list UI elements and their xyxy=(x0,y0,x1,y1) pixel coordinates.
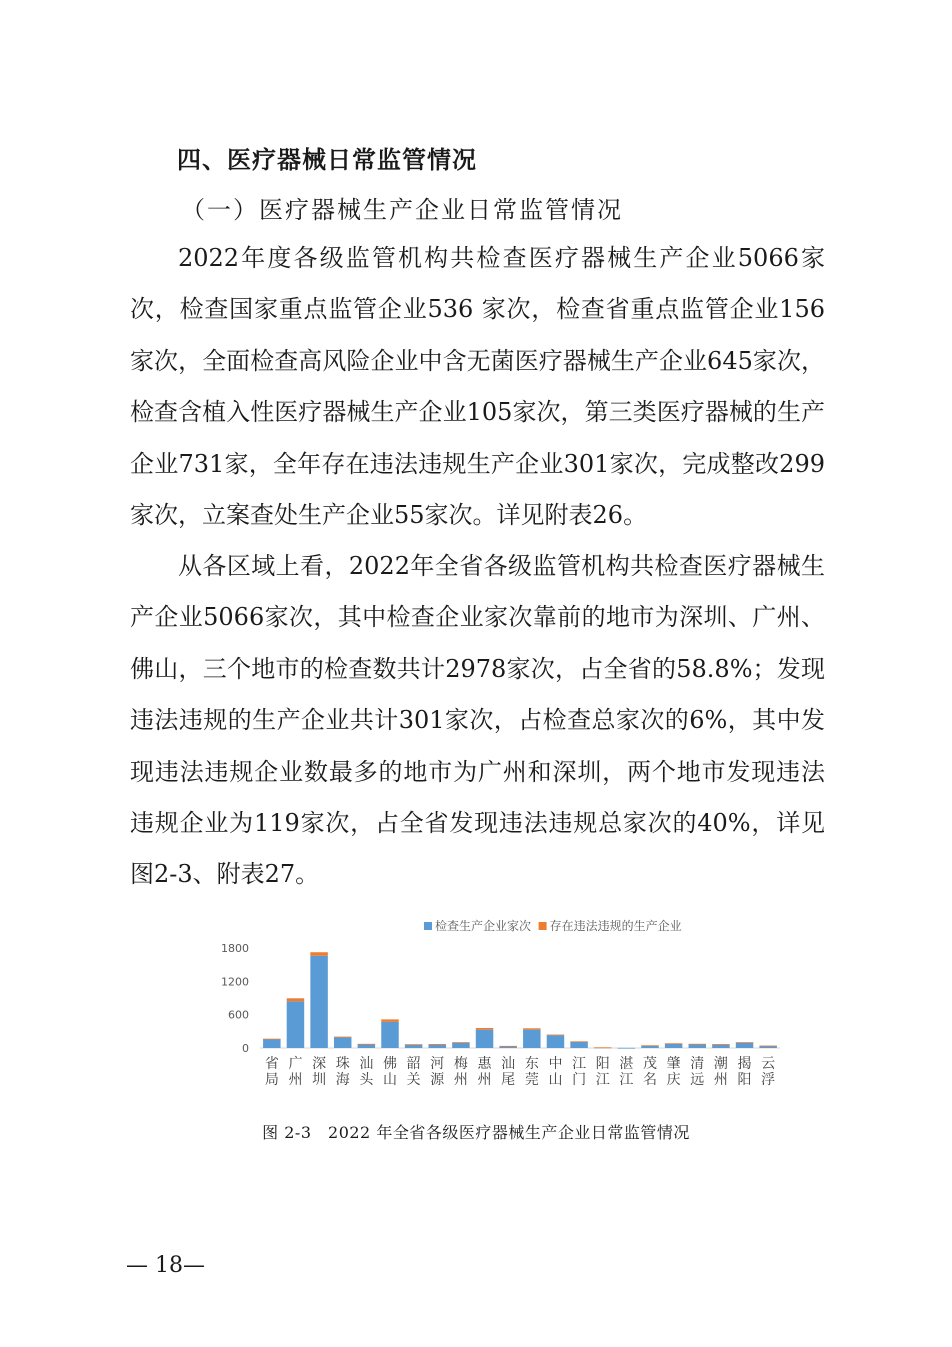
y-tick-label: 1800 xyxy=(221,942,249,955)
bar-violations xyxy=(665,1043,682,1044)
section-title: 四、医疗器械日常监管情况 xyxy=(177,146,477,174)
x-tick-label: 中 xyxy=(548,1056,563,1072)
x-tick-label: 江 xyxy=(572,1056,587,1072)
x-tick-label: 汕 xyxy=(359,1056,374,1072)
bar-inspections xyxy=(736,1043,753,1048)
bar-inspections xyxy=(689,1044,706,1048)
bar-inspections xyxy=(381,1022,398,1048)
bar-violations xyxy=(712,1044,729,1045)
x-tick-label: 江 xyxy=(595,1072,610,1088)
bar-violations xyxy=(452,1042,469,1043)
bar-violations xyxy=(641,1045,658,1046)
x-tick-label: 汕 xyxy=(501,1056,516,1072)
x-tick-label: 清 xyxy=(690,1056,705,1072)
legend-label: 存在违法违规的生产企业 xyxy=(549,919,682,933)
x-tick-label: 云 xyxy=(761,1056,776,1072)
paragraph-1-block xyxy=(130,233,825,541)
x-tick-label: 阳 xyxy=(595,1056,610,1072)
bar-violations xyxy=(476,1028,493,1030)
bar-violations xyxy=(759,1046,776,1047)
bar-inspections xyxy=(665,1044,682,1048)
x-tick-label: 州 xyxy=(477,1072,492,1088)
x-tick-label: 门 xyxy=(572,1072,587,1088)
bar-inspections xyxy=(310,956,327,1048)
bar-inspections xyxy=(452,1043,469,1048)
bar-violations xyxy=(429,1044,446,1045)
x-tick-label: 局 xyxy=(264,1072,279,1088)
x-tick-label: 圳 xyxy=(312,1072,327,1088)
x-tick-label: 浮 xyxy=(761,1072,776,1088)
x-tick-label: 佛 xyxy=(383,1056,397,1072)
x-tick-label: 州 xyxy=(453,1072,468,1088)
bar-inspections xyxy=(570,1042,587,1048)
paragraph-2-block xyxy=(130,541,825,901)
bar-violations xyxy=(736,1042,753,1043)
x-tick-label: 尾 xyxy=(501,1072,516,1088)
subsection-title: （一）医疗器械生产企业日常监管情况 xyxy=(181,196,623,224)
bar-violations xyxy=(547,1035,564,1036)
bar-violations xyxy=(570,1041,587,1042)
bar-violations xyxy=(263,1039,280,1040)
x-tick-label: 韶 xyxy=(406,1056,421,1072)
bar-inspections xyxy=(476,1030,493,1048)
bar-violations xyxy=(358,1044,375,1045)
bar-violations xyxy=(594,1047,611,1048)
y-tick-label: 0 xyxy=(242,1042,249,1055)
x-tick-label: 海 xyxy=(335,1072,350,1088)
bar-inspections xyxy=(712,1044,729,1048)
bar-violations xyxy=(287,998,304,1001)
x-tick-label: 茂 xyxy=(643,1056,657,1072)
x-tick-label: 东 xyxy=(524,1056,539,1072)
y-tick-label: 600 xyxy=(228,1008,249,1022)
x-tick-label: 名 xyxy=(643,1072,657,1088)
bar-inspections xyxy=(358,1044,375,1048)
bar-inspections xyxy=(523,1030,540,1048)
x-tick-label: 关 xyxy=(406,1072,421,1088)
x-tick-label: 源 xyxy=(430,1072,445,1088)
bar-violations xyxy=(381,1019,398,1022)
bar-chart xyxy=(214,912,794,1097)
x-tick-label: 庆 xyxy=(666,1072,681,1088)
x-tick-label: 州 xyxy=(288,1072,303,1088)
bar-violations xyxy=(405,1044,422,1045)
bar-inspections xyxy=(263,1039,280,1048)
bar-violations xyxy=(689,1044,706,1045)
x-tick-label: 头 xyxy=(359,1072,374,1088)
bar-violations xyxy=(334,1037,351,1038)
chart-svg xyxy=(214,912,794,1097)
bar-inspections xyxy=(547,1035,564,1048)
x-tick-label: 阳 xyxy=(737,1072,752,1088)
bar-violations xyxy=(499,1046,516,1047)
x-tick-label: 潮 xyxy=(713,1056,728,1072)
legend-swatch xyxy=(539,922,547,930)
bar-inspections xyxy=(334,1037,351,1048)
bar-inspections xyxy=(287,1001,304,1048)
x-tick-label: 揭 xyxy=(737,1056,752,1072)
x-tick-label: 深 xyxy=(312,1056,327,1072)
x-tick-label: 州 xyxy=(713,1072,728,1088)
paragraph-2: 从各区域上看，2022年全省各级监管机构共检查医疗器械生产企业5066家次，其中检查企业家次靠前的地市为深圳、广州、佛山，三个地市的检查数共计2978家次，占全省的58.8%；发现违法违规的生产企业共计301家次，占检查总家次的6%，其中发现违法违规企业数最多的地市为广州和深圳，两个地市发现违法违规企业为119家次，占全省发现违法违规总家次的40%，详见图2-3、附表27。 xyxy=(130,552,825,889)
bar-inspections xyxy=(429,1044,446,1048)
x-tick-label: 惠 xyxy=(477,1056,492,1072)
bar-inspections xyxy=(618,1048,635,1049)
paragraph-1: 2022年度各级监管机构共检查医疗器械生产企业5066家次，检查国家重点监管企业536 家次，检查省重点监管企业156家次，全面检查高风险企业中含无菌医疗器械生产企业645家次，检查含植入性医疗器械生产企业105家次，第三类医疗器械的生产企业731家，全年存在违法违规生产企业301家次，完成整改299家次，立案查处生产企业55家次。详见附表26。 xyxy=(130,244,825,530)
x-tick-label: 广 xyxy=(288,1056,303,1072)
x-tick-label: 梅 xyxy=(453,1056,468,1072)
bar-violations xyxy=(310,952,327,956)
x-tick-label: 肇 xyxy=(666,1056,681,1072)
figure-caption: 图 2-3 2022 年全省各级医疗器械生产企业日常监管情况 xyxy=(262,1123,690,1142)
x-tick-label: 山 xyxy=(383,1072,397,1088)
x-tick-label: 江 xyxy=(619,1072,634,1088)
bar-violations xyxy=(523,1028,540,1029)
y-tick-label: 1200 xyxy=(221,975,249,989)
x-tick-label: 远 xyxy=(690,1072,705,1088)
page-number: — 18— xyxy=(126,1253,205,1278)
x-tick-label: 河 xyxy=(430,1056,445,1072)
x-tick-label: 山 xyxy=(548,1072,563,1088)
x-tick-label: 湛 xyxy=(619,1056,634,1072)
x-tick-label: 省 xyxy=(264,1056,279,1072)
x-tick-label: 莞 xyxy=(524,1072,539,1088)
x-tick-label: 珠 xyxy=(335,1056,350,1072)
legend-label: 检查生产企业家次 xyxy=(435,919,532,933)
bar-inspections xyxy=(405,1045,422,1048)
legend-swatch xyxy=(424,922,432,930)
